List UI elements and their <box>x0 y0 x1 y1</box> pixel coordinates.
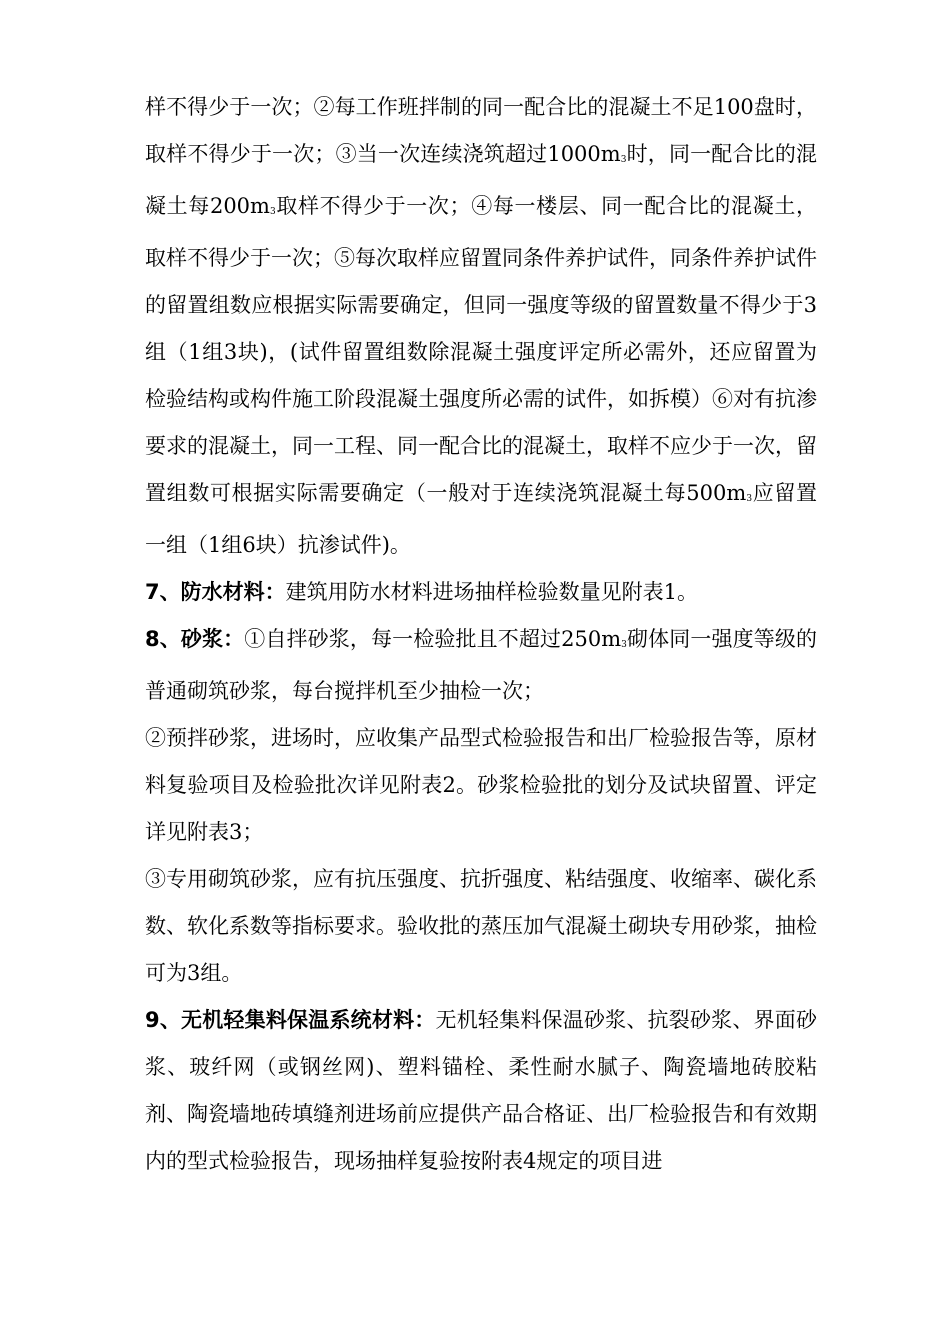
paragraph-text: ①自拌砂浆，每一检验批且不超过250m <box>244 627 622 651</box>
paragraph-text: 样不得少于一次；②每工作班拌制的同一配合比的混凝土不足100盘时，取样不得少于一次；③当一次连续浇筑超过1000m <box>145 95 817 166</box>
paragraph <box>145 616 817 715</box>
paragraph-text: 建筑用防水材料进场抽样检验数量见附表1。 <box>285 580 698 604</box>
paragraph-text: ②预拌砂浆，进场时，应收集产品型式检验报告和出厂检验报告等，原材料复验项目及检验批次详见附表2。砂浆检验批的划分及试块留置、评定详见附表3； <box>145 726 817 844</box>
paragraph <box>145 715 817 856</box>
paragraph <box>145 856 817 997</box>
paragraph-text: 时，同一配合比的混凝土每200m <box>145 142 817 218</box>
unit-subscript: 3 <box>269 207 276 217</box>
unit-subscript: 3 <box>621 640 627 650</box>
paragraph <box>145 84 817 569</box>
paragraph-text: ③专用砌筑砂浆，应有抗压强度、抗折强度、粘结强度、收缩率、碳化系数、软化系数等指标要求。验收批的蒸压加气混凝土砌块专用砂浆，抽检可为3组。 <box>145 867 817 985</box>
section-heading: 9、无机轻集料保温系统材料： <box>145 1008 436 1032</box>
paragraph-text: 砌体同一强度等级的普通砌筑砂浆，每台搅拌机至少抽检一次； <box>145 627 818 703</box>
document-page <box>145 84 817 1185</box>
paragraph-text: 应留置一组（1组6块）抗渗试件)。 <box>145 481 818 557</box>
paragraph <box>145 997 817 1185</box>
section-heading: 8、砂浆： <box>145 627 245 651</box>
paragraph <box>145 569 817 616</box>
paragraph-text: 取样不得少于一次；④每一楼层、同一配合比的混凝土，取样不得少于一次；⑤每次取样应留置同条件养护试件，同条件养护试件的留置组数应根据实际需要确定，但同一强度等级的留置数量不得少于3组（1组3块)，(试件留置组数除混凝土强度评定所必需外，还应留置为检验结构或构件施工阶段混凝土强度所必需的试件，如拆模）⑥对有抗渗要求的混凝土，同一工程、同一配合比的混凝土，取样不应少于一次，留置组数可根据实际需要确定（一般对于连续浇筑混凝土每500m <box>145 194 817 505</box>
unit-subscript: 3 <box>620 155 627 165</box>
section-heading: 7、防水材料： <box>145 580 286 604</box>
paragraph-text: 无机轻集料保温砂浆、抗裂砂浆、界面砂浆、玻纤网（或钢丝网)、塑料锚栓、柔性耐水腻子、陶瓷墙地砖胶粘剂、陶瓷墙地砖填缝剂进场前应提供产品合格证、出厂检验报告和有效期内的型式检验报告，现场抽样复验按附表4规定的项目进 <box>145 1008 817 1173</box>
unit-subscript: 3 <box>746 494 753 504</box>
